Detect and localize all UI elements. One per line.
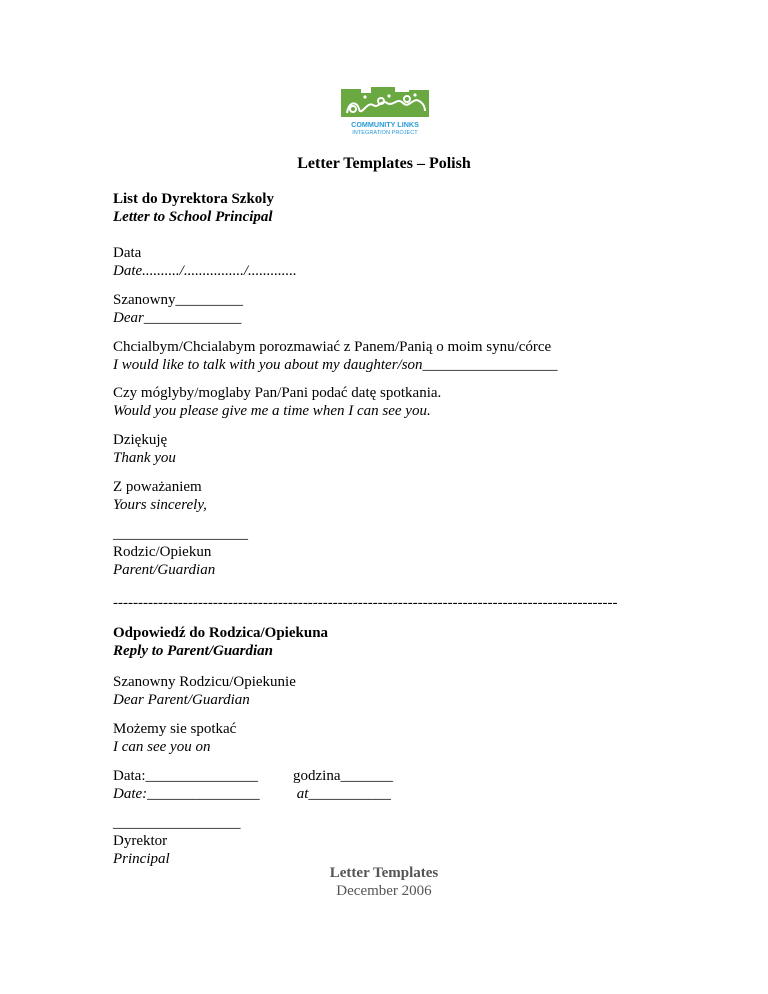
date-label-pl: Data	[113, 245, 142, 261]
principal-signature-line: _________________	[113, 815, 241, 831]
reply-meet-pl: Możemy sie spotkać	[113, 721, 237, 737]
principal-signature-section	[113, 814, 241, 868]
reply-heading-pl: Odpowiedź do Rodzica/Opiekuna	[113, 625, 329, 641]
reply-hour-en: at___________	[293, 786, 391, 802]
closing-pl: Z poważaniem	[113, 479, 202, 495]
reply-date-section	[113, 767, 260, 803]
parent-signature-line: __________________	[113, 526, 248, 542]
closing-section	[113, 478, 207, 514]
logo-line2: INTEGRATION PROJECT	[352, 130, 418, 136]
meeting-time-section	[113, 384, 441, 420]
principal-signer-pl: Dyrektor	[113, 833, 168, 849]
footer-date: December 2006	[336, 883, 432, 899]
page-title: Letter Templates – Polish	[297, 155, 471, 172]
reply-meet-en: I can see you on	[113, 739, 211, 755]
salutation-pl: Szanowny_________	[113, 292, 243, 308]
reply-salutation-section	[113, 673, 296, 709]
request-en: I would like to talk with you about my daughter/son__________________	[113, 357, 558, 373]
logo-line1: COMMUNITY LINKS	[351, 120, 419, 129]
date-section	[113, 244, 297, 280]
letter-heading	[113, 190, 274, 226]
section-separator: -----------------------------------------------------------------------------------------------------	[113, 595, 618, 611]
community-links-logo	[337, 87, 433, 137]
closing-en: Yours sincerely,	[113, 497, 207, 513]
salutation-en: Dear_____________	[113, 310, 242, 326]
reply-hour-pl: godzina_______	[293, 768, 393, 784]
thanks-en: Thank you	[113, 450, 176, 466]
parent-signer-pl: Rodzic/Opiekun	[113, 544, 212, 560]
salutation-section	[113, 291, 243, 327]
meeting-time-en: Would you please give me a time when I can see you.	[113, 403, 431, 419]
request-pl: Chcialbym/Chcialabym porozmawiać z Panem/Panią o moim synu/córce	[113, 339, 552, 355]
reply-date-en: Date:_______________	[113, 786, 260, 802]
date-label-en: Date........../................/.............	[113, 263, 297, 279]
reply-meet-section	[113, 720, 236, 756]
parent-signer-en: Parent/Guardian	[113, 562, 216, 578]
community-links-logo-graphic	[337, 87, 433, 137]
page-footer	[0, 864, 768, 900]
reply-heading-en: Reply to Parent/Guardian	[113, 643, 274, 659]
thanks-pl: Dziękuję	[113, 432, 168, 448]
reply-date-pl: Data:_______________	[113, 768, 258, 784]
letter-heading-en: Letter to School Principal	[113, 209, 273, 225]
reply-salutation-pl: Szanowny Rodzicu/Opiekunie	[113, 674, 296, 690]
reply-heading	[113, 624, 328, 660]
letter-heading-pl: List do Dyrektora Szkoly	[113, 191, 274, 207]
reply-salutation-en: Dear Parent/Guardian	[113, 692, 250, 708]
thanks-section	[113, 431, 176, 467]
principal-signer-en: Principal	[113, 851, 170, 867]
parent-signature-section	[113, 525, 248, 579]
meeting-time-pl: Czy móglyby/moglaby Pan/Pani podać datę spotkania.	[113, 385, 442, 401]
footer-title: Letter Templates	[329, 865, 439, 881]
request-section	[113, 338, 558, 374]
reply-hour-section	[293, 767, 393, 803]
